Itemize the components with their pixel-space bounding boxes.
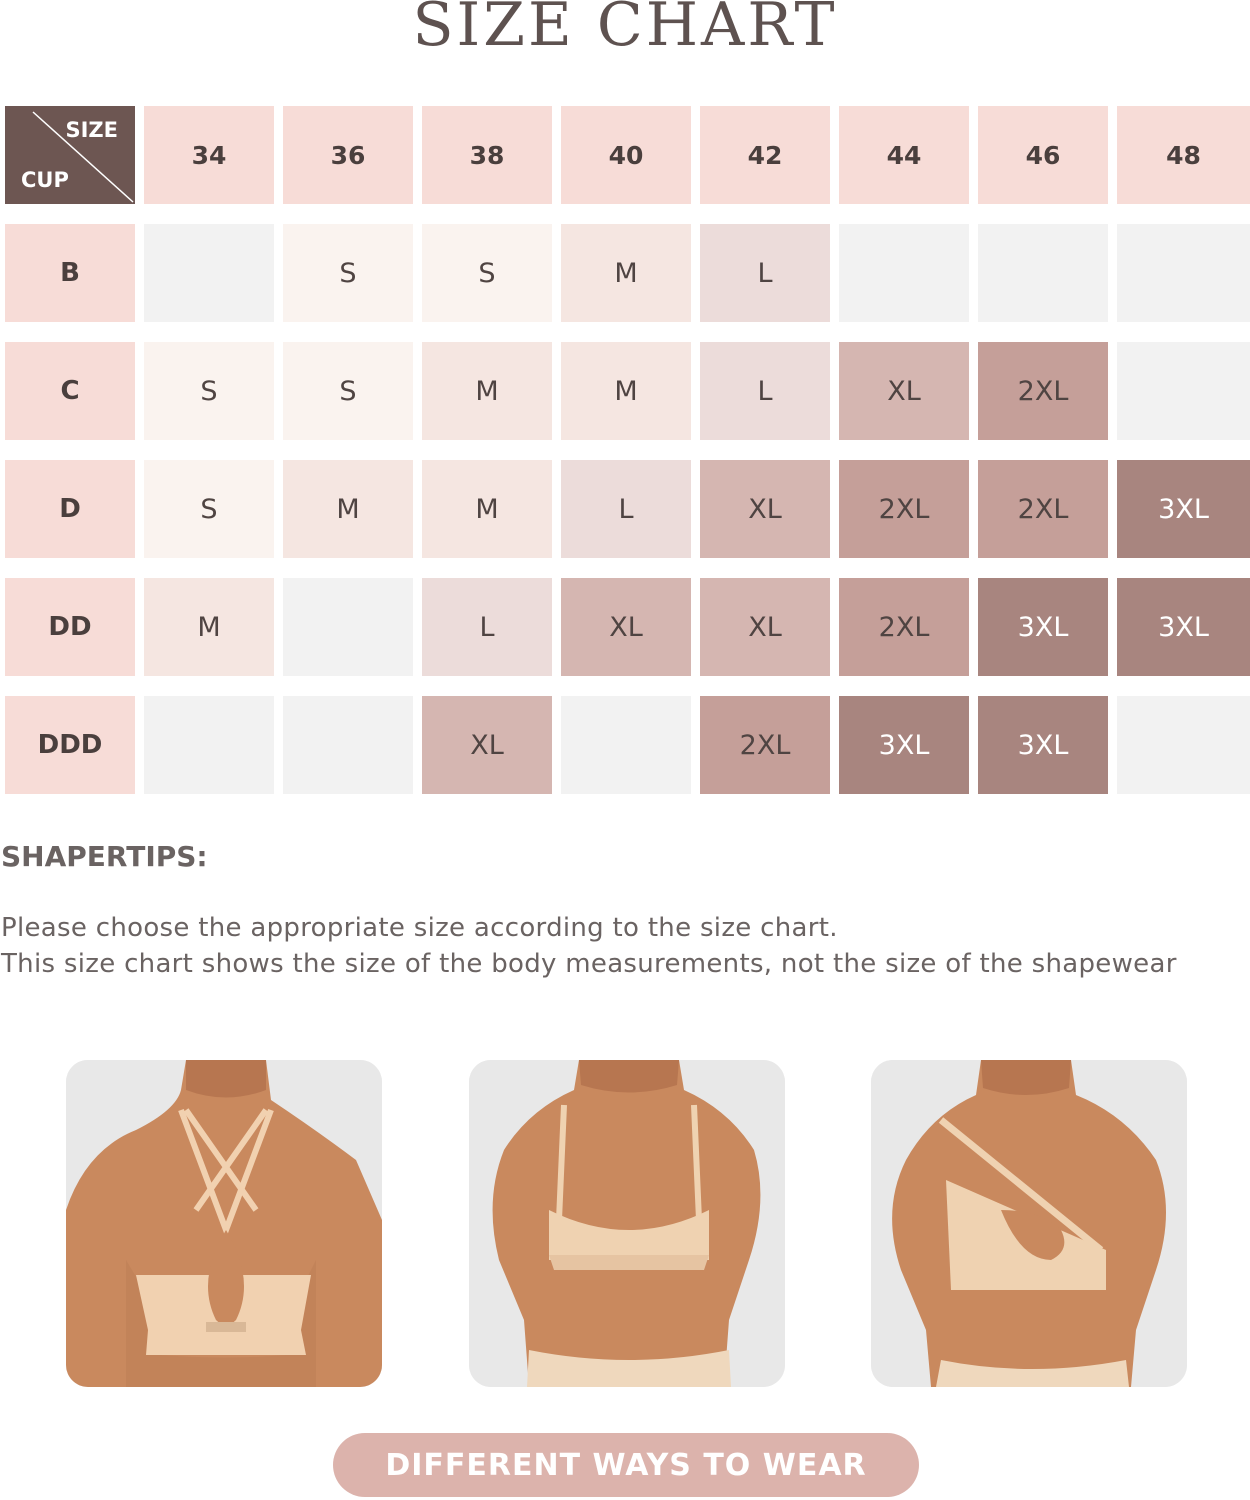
size-cell: S [144,342,274,440]
size-cell: S [283,224,413,322]
size-cell: L [561,460,691,558]
size-cell: S [283,342,413,440]
size-cell [144,224,274,322]
tips-heading: SHAPERTIPS: [1,840,208,873]
size-cell: 2XL [839,578,969,676]
size-cell: S [144,460,274,558]
page-title: SIZE CHART [412,0,838,60]
size-cell [1117,342,1250,440]
size-cell: 3XL [839,696,969,794]
size-cell: XL [561,578,691,676]
size-cell: M [561,224,691,322]
size-cell [1117,696,1250,794]
size-cell: XL [700,578,830,676]
size-cell: XL [422,696,552,794]
size-cell [561,696,691,794]
size-cell: 2XL [978,460,1108,558]
size-cell: M [422,342,552,440]
size-cell: S [422,224,552,322]
different-ways-to-wear-button[interactable]: DIFFERENT WAYS TO WEAR [333,1433,919,1497]
band-size-header: 34 [144,106,274,204]
table-corner [5,106,135,204]
size-cell [283,696,413,794]
size-cell: M [283,460,413,558]
corner-cup-label: CUP [21,168,69,192]
size-cell [1117,224,1250,322]
tips-line: This size chart shows the size of the body measurements, not the size of the shapewear [1,949,1177,979]
size-cell: XL [839,342,969,440]
size-chart-table [5,106,1250,794]
size-cell [144,696,274,794]
size-cell: M [422,460,552,558]
size-cell: 3XL [1117,578,1250,676]
size-cell [978,224,1108,322]
corner-size-label: SIZE [65,118,118,142]
size-cell: 3XL [978,696,1108,794]
cup-size-header: D [5,460,135,558]
band-size-header: 36 [283,106,413,204]
band-size-header: 42 [700,106,830,204]
size-cell: XL [700,460,830,558]
crisscross-back-icon [66,1060,382,1387]
cup-size-header: DDD [5,696,135,794]
size-cell: 3XL [978,578,1108,676]
size-cell: M [144,578,274,676]
band-size-header: 46 [978,106,1108,204]
band-size-header: 48 [1117,106,1250,204]
band-size-header: 40 [561,106,691,204]
size-cell: L [700,342,830,440]
size-cell: M [561,342,691,440]
size-cell: 3XL [1117,460,1250,558]
size-cell: L [422,578,552,676]
size-cell: L [700,224,830,322]
cup-size-header: B [5,224,135,322]
photo-crisscross-back [66,1060,382,1387]
band-size-header: 38 [422,106,552,204]
size-cell: 2XL [839,460,969,558]
cup-size-header: C [5,342,135,440]
photo-one-shoulder-back [871,1060,1187,1387]
tips-line: Please choose the appropriate size according to the size chart. [1,913,838,943]
photo-classic-back [469,1060,785,1387]
one-shoulder-back-icon [871,1060,1187,1387]
size-cell: 2XL [700,696,830,794]
size-cell: 2XL [978,342,1108,440]
classic-back-icon [469,1060,785,1387]
cup-size-header: DD [5,578,135,676]
size-cell [839,224,969,322]
tips-text [1,910,1177,982]
band-size-header: 44 [839,106,969,204]
size-cell [283,578,413,676]
